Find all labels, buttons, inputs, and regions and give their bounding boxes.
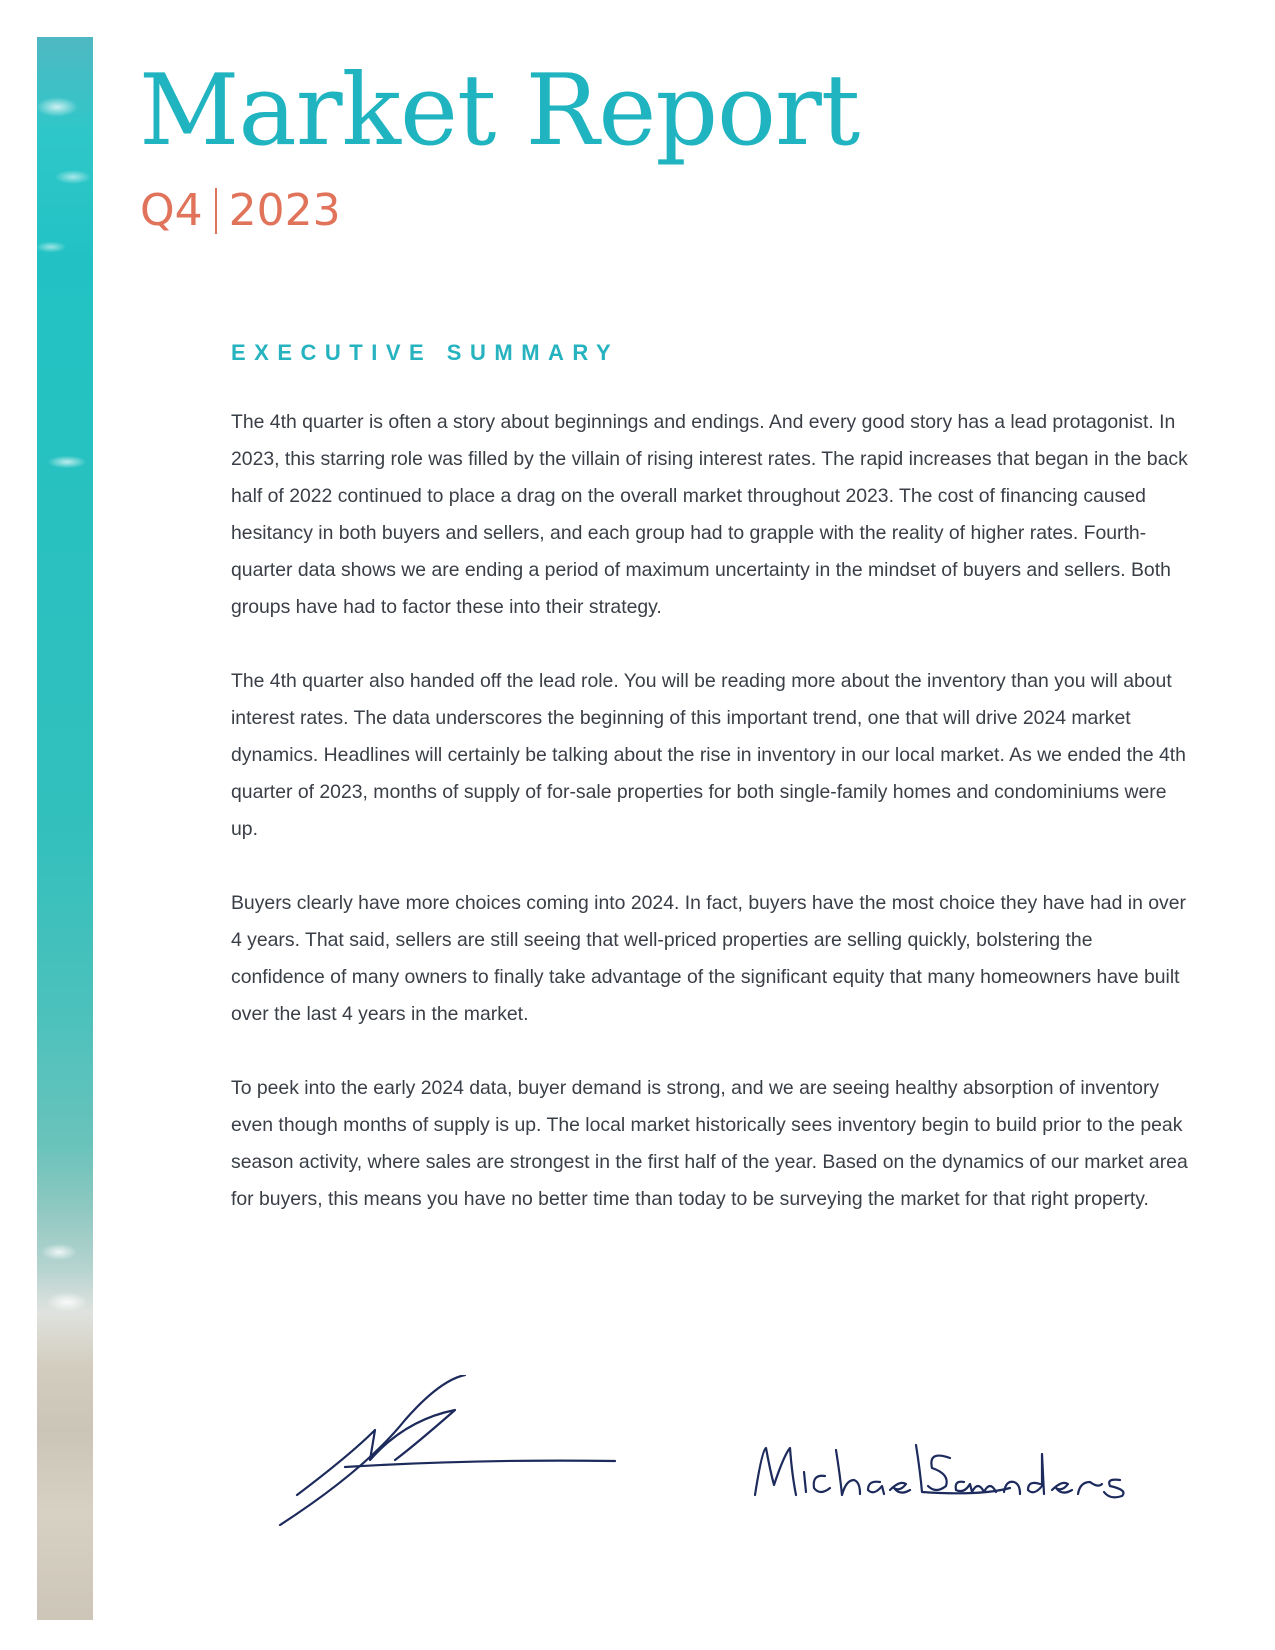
summary-paragraph: To peek into the early 2024 data, buyer demand is strong, and we are seeing healthy absorption of inventory even though months of supply is up. The local market historically sees inventory begin to build prior to the peak season activity, where sales are strongest in the first half of the year. Based on the dynamics of our market area for buyers, this means you have no better time than today to be surveying the market for that right property. bbox=[231, 1077, 1188, 1210]
report-quarter: Q4 bbox=[140, 185, 203, 236]
page-title: Market Report bbox=[139, 54, 860, 168]
signature-right bbox=[750, 1440, 1150, 1510]
signature-left bbox=[275, 1375, 635, 1535]
period-divider bbox=[215, 188, 217, 234]
beach-aerial-strip bbox=[37, 37, 93, 1620]
section-heading: EXECUTIVE SUMMARY bbox=[231, 340, 620, 365]
report-year: 2023 bbox=[228, 185, 341, 236]
executive-summary-body bbox=[231, 404, 1191, 1255]
report-period bbox=[140, 185, 341, 236]
summary-paragraph: The 4th quarter also handed off the lead role. You will be reading more about the inventory than you will about interest rates. The data underscores the beginning of this important trend, one that will drive 2024 market dynamics. Headlines will certainly be talking about the rise in inventory in our local market. As we ended the 4th quarter of 2023, months of supply of for-sale properties for both single-family homes and condominiums were up. bbox=[231, 670, 1186, 840]
summary-paragraph: Buyers clearly have more choices coming into 2024. In fact, buyers have the most choice they have had in over 4 years. That said, sellers are still seeing that well-priced properties are selling quickly, bolstering the confidence of many owners to finally take advantage of the significant equity that many homeowners have built over the last 4 years in the market. bbox=[231, 892, 1186, 1025]
summary-paragraph: The 4th quarter is often a story about beginnings and endings. And every good story has a lead protagonist. In 2023, this starring role was filled by the villain of rising interest rates. The rapid increases that began in the back half of 2022 continued to place a drag on the overall market throughout 2023. The cost of financing caused hesitancy in both buyers and sellers, and each group had to grapple with the reality of higher rates. Fourth-quarter data shows we are ending a period of maximum uncertainty in the mindset of buyers and sellers. Both groups have had to factor these into their strategy. bbox=[231, 411, 1188, 618]
